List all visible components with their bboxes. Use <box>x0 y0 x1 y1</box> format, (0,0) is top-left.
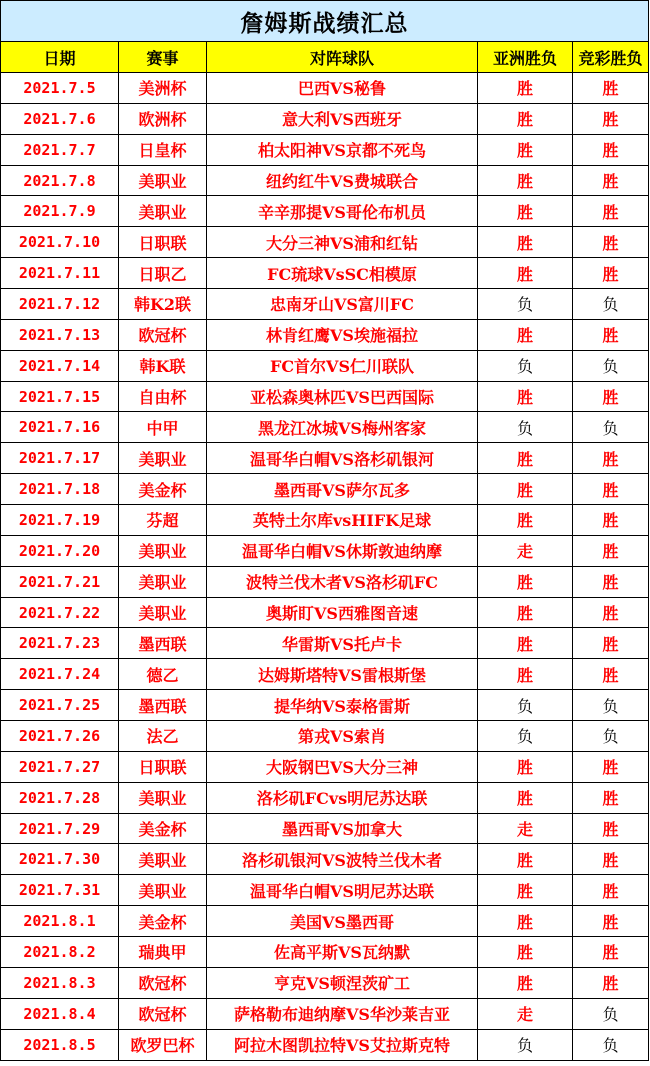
asia-result-cell: 胜 <box>478 628 573 659</box>
match-cell: 第戎VS索肖 <box>207 721 478 752</box>
jc-result-cell: 胜 <box>573 443 649 474</box>
asia-result-cell: 胜 <box>478 875 573 906</box>
table-row <box>1 196 649 227</box>
date-cell: 2021.7.23 <box>1 628 119 659</box>
match-cell: FC首尔VS仁川联队 <box>207 350 478 381</box>
table-row <box>1 505 649 536</box>
date-cell: 2021.7.26 <box>1 721 119 752</box>
event-cell: 欧冠杯 <box>119 319 207 350</box>
match-cell: 巴西VS秘鲁 <box>207 73 478 104</box>
date-cell: 2021.8.1 <box>1 906 119 937</box>
table-row <box>1 875 649 906</box>
asia-result-cell: 胜 <box>478 319 573 350</box>
table-row <box>1 134 649 165</box>
jc-result-cell: 胜 <box>573 134 649 165</box>
match-cell: 林肯红鹰VS埃施福拉 <box>207 319 478 350</box>
asia-result-cell: 胜 <box>478 73 573 104</box>
event-cell: 欧罗巴杯 <box>119 1029 207 1060</box>
jc-result-cell: 胜 <box>573 474 649 505</box>
asia-result-cell: 胜 <box>478 196 573 227</box>
asia-result-cell: 胜 <box>478 227 573 258</box>
event-cell: 美金杯 <box>119 474 207 505</box>
match-cell: 佐高平斯VS瓦纳默 <box>207 937 478 968</box>
asia-result-cell: 负 <box>478 690 573 721</box>
asia-result-cell: 负 <box>478 289 573 320</box>
date-cell: 2021.7.20 <box>1 535 119 566</box>
event-cell: 日职乙 <box>119 258 207 289</box>
jc-result-cell: 胜 <box>573 566 649 597</box>
date-cell: 2021.7.27 <box>1 751 119 782</box>
asia-result-cell: 胜 <box>478 474 573 505</box>
jc-result-cell: 负 <box>573 350 649 381</box>
event-cell: 美金杯 <box>119 813 207 844</box>
date-cell: 2021.7.22 <box>1 597 119 628</box>
jc-result-cell: 胜 <box>573 875 649 906</box>
event-cell: 美职业 <box>119 844 207 875</box>
match-cell: 墨西哥VS加拿大 <box>207 813 478 844</box>
table-row <box>1 566 649 597</box>
asia-result-cell: 胜 <box>478 597 573 628</box>
event-cell: 美洲杯 <box>119 73 207 104</box>
match-cell: 阿拉木图凯拉特VS艾拉斯克特 <box>207 1029 478 1060</box>
table-row <box>1 165 649 196</box>
event-cell: 芬超 <box>119 505 207 536</box>
jc-result-cell: 胜 <box>573 381 649 412</box>
event-cell: 日皇杯 <box>119 134 207 165</box>
jc-result-cell: 胜 <box>573 844 649 875</box>
table-row <box>1 782 649 813</box>
jc-result-cell: 胜 <box>573 659 649 690</box>
event-cell: 美职业 <box>119 597 207 628</box>
jc-result-cell: 负 <box>573 412 649 443</box>
header-jc-result: 竞彩胜负 <box>573 42 649 73</box>
table-row <box>1 628 649 659</box>
match-cell: 纽约红牛VS费城联合 <box>207 165 478 196</box>
jc-result-cell: 负 <box>573 1029 649 1060</box>
event-cell: 法乙 <box>119 721 207 752</box>
date-cell: 2021.7.25 <box>1 690 119 721</box>
event-cell: 美职业 <box>119 875 207 906</box>
event-cell: 美职业 <box>119 196 207 227</box>
jc-result-cell: 胜 <box>573 319 649 350</box>
jc-result-cell: 胜 <box>573 103 649 134</box>
match-cell: 英特土尔库vsHIFK足球 <box>207 505 478 536</box>
match-cell: 洛杉矶FCvs明尼苏达联 <box>207 782 478 813</box>
table-row <box>1 381 649 412</box>
table-row <box>1 258 649 289</box>
table-row <box>1 597 649 628</box>
event-cell: 德乙 <box>119 659 207 690</box>
table-row <box>1 721 649 752</box>
jc-result-cell: 负 <box>573 998 649 1029</box>
asia-result-cell: 胜 <box>478 103 573 134</box>
asia-result-cell: 负 <box>478 350 573 381</box>
asia-result-cell: 胜 <box>478 165 573 196</box>
event-cell: 韩K2联 <box>119 289 207 320</box>
date-cell: 2021.7.6 <box>1 103 119 134</box>
table-row <box>1 535 649 566</box>
asia-result-cell: 胜 <box>478 782 573 813</box>
match-cell: 萨格勒布迪纳摩VS华沙莱吉亚 <box>207 998 478 1029</box>
table-row <box>1 659 649 690</box>
match-cell: 亚松森奥林匹VS巴西国际 <box>207 381 478 412</box>
asia-result-cell: 胜 <box>478 443 573 474</box>
asia-result-cell: 负 <box>478 412 573 443</box>
table-row <box>1 103 649 134</box>
match-cell: 达姆斯塔特VS雷根斯堡 <box>207 659 478 690</box>
jc-result-cell: 胜 <box>573 73 649 104</box>
event-cell: 欧冠杯 <box>119 967 207 998</box>
event-cell: 自由杯 <box>119 381 207 412</box>
table-row <box>1 813 649 844</box>
date-cell: 2021.7.28 <box>1 782 119 813</box>
match-cell: 大阪钢巴VS大分三神 <box>207 751 478 782</box>
table-row <box>1 844 649 875</box>
jc-result-cell: 胜 <box>573 906 649 937</box>
asia-result-cell: 胜 <box>478 844 573 875</box>
asia-result-cell: 胜 <box>478 566 573 597</box>
match-cell: 辛辛那提VS哥伦布机员 <box>207 196 478 227</box>
asia-result-cell: 负 <box>478 1029 573 1060</box>
header-asia-result: 亚洲胜负 <box>478 42 573 73</box>
asia-result-cell: 负 <box>478 721 573 752</box>
asia-result-cell: 走 <box>478 998 573 1029</box>
table-row <box>1 474 649 505</box>
asia-result-cell: 胜 <box>478 906 573 937</box>
table-row <box>1 412 649 443</box>
table-row <box>1 906 649 937</box>
event-cell: 美职业 <box>119 443 207 474</box>
asia-result-cell: 走 <box>478 535 573 566</box>
asia-result-cell: 胜 <box>478 937 573 968</box>
table-row <box>1 289 649 320</box>
table-row <box>1 937 649 968</box>
event-cell: 美职业 <box>119 566 207 597</box>
asia-result-cell: 走 <box>478 813 573 844</box>
match-cell: 墨西哥VS萨尔瓦多 <box>207 474 478 505</box>
match-cell: 洛杉矶银河VS波特兰伐木者 <box>207 844 478 875</box>
jc-result-cell: 胜 <box>573 165 649 196</box>
asia-result-cell: 胜 <box>478 258 573 289</box>
event-cell: 墨西联 <box>119 690 207 721</box>
asia-result-cell: 胜 <box>478 967 573 998</box>
event-cell: 美职业 <box>119 165 207 196</box>
asia-result-cell: 胜 <box>478 751 573 782</box>
match-cell: FC琉球VsSC相模原 <box>207 258 478 289</box>
match-cell: 美国VS墨西哥 <box>207 906 478 937</box>
date-cell: 2021.7.5 <box>1 73 119 104</box>
table-row <box>1 690 649 721</box>
match-cell: 黑龙江冰城VS梅州客家 <box>207 412 478 443</box>
date-cell: 2021.8.5 <box>1 1029 119 1060</box>
date-cell: 2021.7.13 <box>1 319 119 350</box>
match-cell: 柏太阳神VS京都不死鸟 <box>207 134 478 165</box>
date-cell: 2021.7.9 <box>1 196 119 227</box>
match-cell: 奥斯盯VS西雅图音速 <box>207 597 478 628</box>
asia-result-cell: 胜 <box>478 381 573 412</box>
asia-result-cell: 胜 <box>478 659 573 690</box>
date-cell: 2021.7.12 <box>1 289 119 320</box>
match-cell: 波特兰伐木者VS洛杉矶FC <box>207 566 478 597</box>
jc-result-cell: 胜 <box>573 628 649 659</box>
jc-result-cell: 负 <box>573 690 649 721</box>
date-cell: 2021.8.2 <box>1 937 119 968</box>
header-row <box>1 42 649 73</box>
table-row <box>1 443 649 474</box>
jc-result-cell: 胜 <box>573 937 649 968</box>
date-cell: 2021.7.24 <box>1 659 119 690</box>
match-cell: 温哥华白帽VS明尼苏达联 <box>207 875 478 906</box>
match-cell: 亨克VS顿涅茨矿工 <box>207 967 478 998</box>
table-row <box>1 751 649 782</box>
date-cell: 2021.7.19 <box>1 505 119 536</box>
event-cell: 日职联 <box>119 227 207 258</box>
date-cell: 2021.7.15 <box>1 381 119 412</box>
jc-result-cell: 胜 <box>573 967 649 998</box>
date-cell: 2021.7.21 <box>1 566 119 597</box>
match-cell: 华雷斯VS托卢卡 <box>207 628 478 659</box>
jc-result-cell: 胜 <box>573 258 649 289</box>
date-cell: 2021.7.30 <box>1 844 119 875</box>
jc-result-cell: 胜 <box>573 782 649 813</box>
jc-result-cell: 负 <box>573 289 649 320</box>
event-cell: 美职业 <box>119 782 207 813</box>
jc-result-cell: 胜 <box>573 597 649 628</box>
date-cell: 2021.7.7 <box>1 134 119 165</box>
jc-result-cell: 胜 <box>573 505 649 536</box>
event-cell: 美金杯 <box>119 906 207 937</box>
date-cell: 2021.7.18 <box>1 474 119 505</box>
table-row <box>1 967 649 998</box>
date-cell: 2021.7.17 <box>1 443 119 474</box>
event-cell: 欧洲杯 <box>119 103 207 134</box>
jc-result-cell: 胜 <box>573 196 649 227</box>
title-row <box>1 1 649 42</box>
match-cell: 大分三神VS浦和红钻 <box>207 227 478 258</box>
date-cell: 2021.7.31 <box>1 875 119 906</box>
event-cell: 瑞典甲 <box>119 937 207 968</box>
header-match: 对阵球队 <box>207 42 478 73</box>
table-row <box>1 227 649 258</box>
jc-result-cell: 胜 <box>573 751 649 782</box>
asia-result-cell: 胜 <box>478 505 573 536</box>
jc-result-cell: 负 <box>573 721 649 752</box>
match-cell: 忠南牙山VS富川FC <box>207 289 478 320</box>
event-cell: 日职联 <box>119 751 207 782</box>
jc-result-cell: 胜 <box>573 535 649 566</box>
event-cell: 墨西联 <box>119 628 207 659</box>
date-cell: 2021.8.4 <box>1 998 119 1029</box>
table-row <box>1 1029 649 1060</box>
date-cell: 2021.7.14 <box>1 350 119 381</box>
table-row <box>1 350 649 381</box>
event-cell: 欧冠杯 <box>119 998 207 1029</box>
table-row <box>1 319 649 350</box>
event-cell: 美职业 <box>119 535 207 566</box>
match-cell: 温哥华白帽VS洛杉矶银河 <box>207 443 478 474</box>
match-cell: 提华纳VS泰格雷斯 <box>207 690 478 721</box>
jc-result-cell: 胜 <box>573 813 649 844</box>
header-date: 日期 <box>1 42 119 73</box>
table-row <box>1 73 649 104</box>
asia-result-cell: 胜 <box>478 134 573 165</box>
header-event: 赛事 <box>119 42 207 73</box>
date-cell: 2021.7.16 <box>1 412 119 443</box>
date-cell: 2021.8.3 <box>1 967 119 998</box>
date-cell: 2021.7.10 <box>1 227 119 258</box>
event-cell: 韩K联 <box>119 350 207 381</box>
sheet-title: 詹姆斯战绩汇总 <box>1 1 649 42</box>
table-row <box>1 998 649 1029</box>
date-cell: 2021.7.8 <box>1 165 119 196</box>
match-cell: 温哥华白帽VS休斯敦迪纳摩 <box>207 535 478 566</box>
jc-result-cell: 胜 <box>573 227 649 258</box>
date-cell: 2021.7.11 <box>1 258 119 289</box>
date-cell: 2021.7.29 <box>1 813 119 844</box>
event-cell: 中甲 <box>119 412 207 443</box>
match-cell: 意大利VS西班牙 <box>207 103 478 134</box>
